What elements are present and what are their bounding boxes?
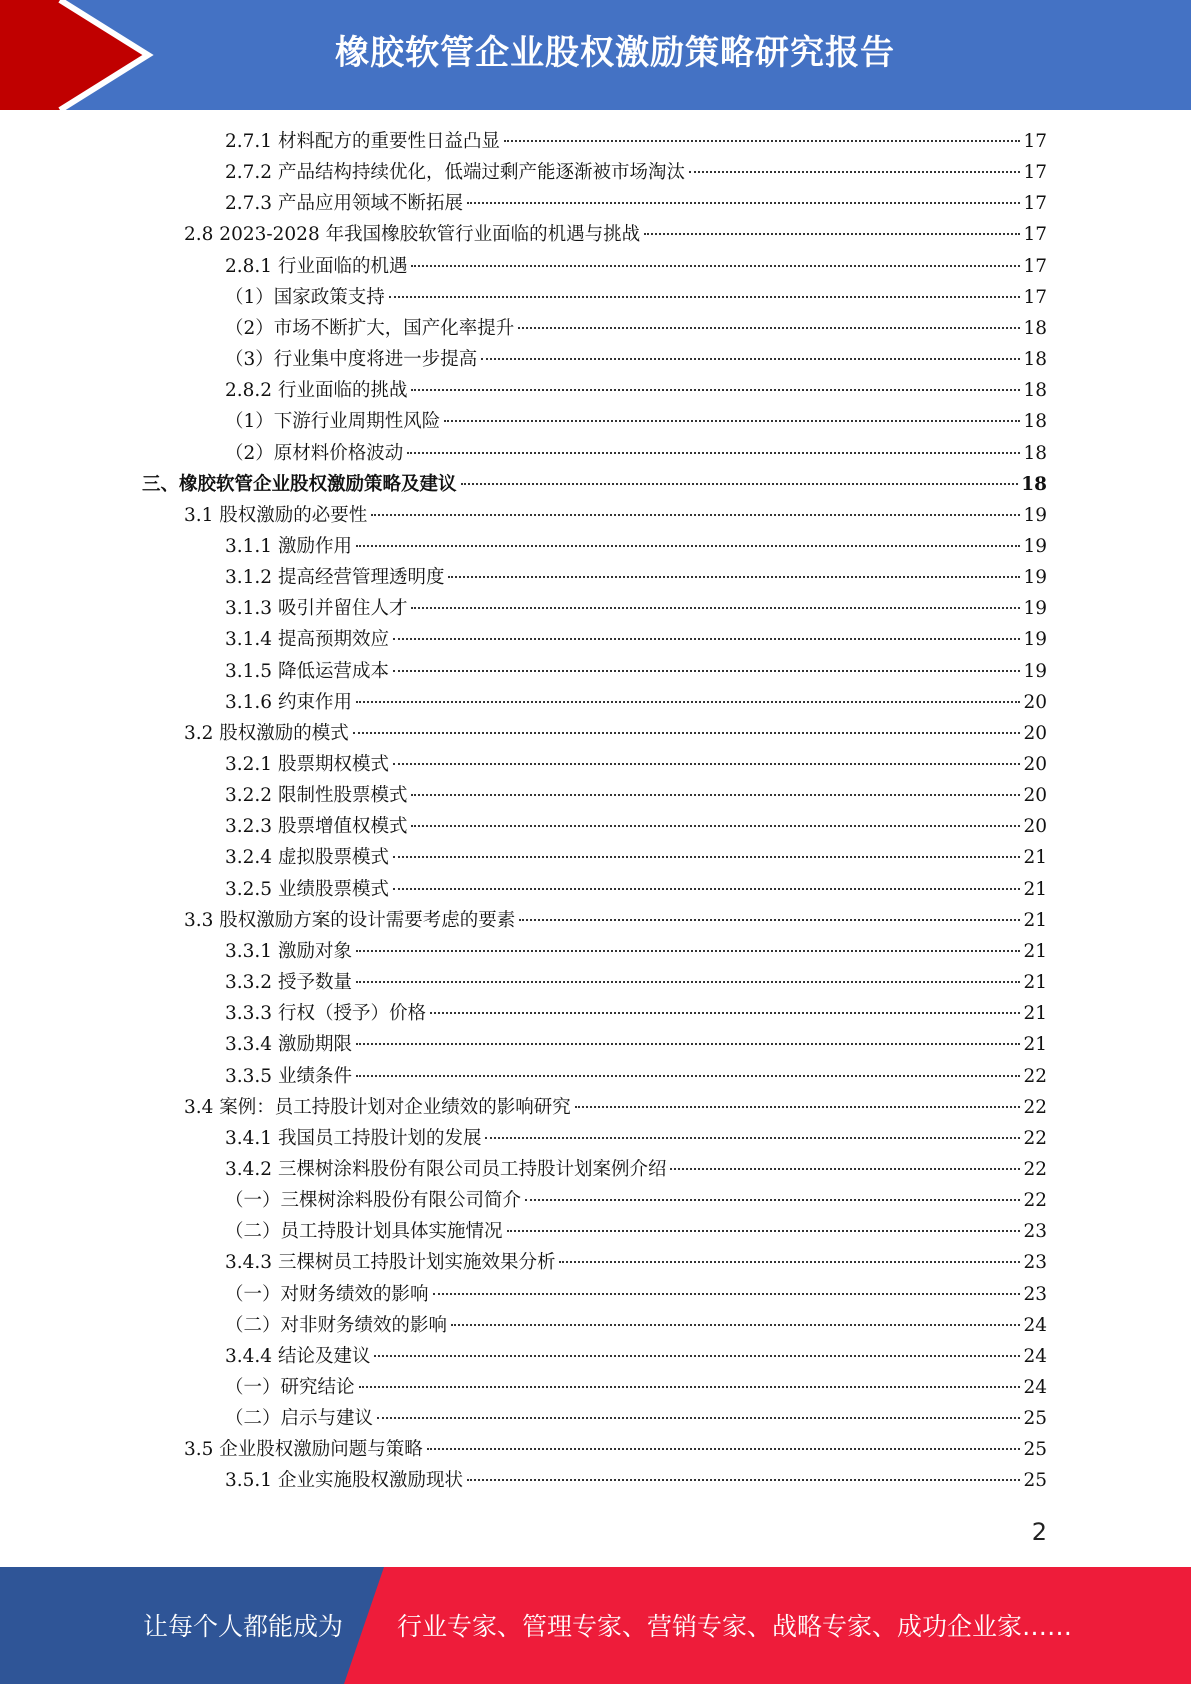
toc-entry[interactable]	[184, 905, 1047, 936]
toc-entry-label: 三、橡胶软管企业股权激励策略及建议	[142, 474, 457, 495]
toc-leader-dots	[504, 140, 1020, 142]
toc-leader-dots	[393, 763, 1020, 765]
toc-leader-dots	[374, 1355, 1020, 1357]
toc-entry-label: 3.2.2 限制性股票模式	[225, 785, 408, 806]
toc-leader-dots	[371, 514, 1020, 516]
toc-leader-dots	[519, 919, 1020, 921]
toc-leader-dots	[670, 1168, 1020, 1170]
toc-entry[interactable]	[184, 1434, 1047, 1465]
toc-entry-label: 3.4 案例：员工持股计划对企业绩效的影响研究	[184, 1097, 571, 1118]
toc-entry-label: 3.2.3 股票增值权模式	[225, 816, 408, 837]
toc-entry-page: 19	[1023, 505, 1047, 526]
toc-entry-page: 24	[1023, 1346, 1047, 1367]
toc-entry-label: 2.7.2 产品结构持续优化，低端过剩产能逐渐被市场淘汰	[225, 162, 685, 183]
toc-entry-label: （一）对财务绩效的影响	[225, 1284, 429, 1305]
toc-entry-label: 3.1.3 吸引并留住人才	[225, 598, 408, 619]
toc-leader-dots	[430, 1012, 1020, 1014]
toc-entry[interactable]	[225, 687, 1047, 718]
toc-leader-dots	[407, 452, 1020, 454]
toc-entry-page: 25	[1023, 1439, 1047, 1460]
toc-entry-page: 20	[1023, 723, 1047, 744]
toc-entry-label: 3.1.2 提高经营管理透明度	[225, 567, 445, 588]
toc-entry[interactable]	[225, 313, 1047, 344]
toc-entry[interactable]	[142, 469, 1047, 500]
toc-entry-page: 21	[1023, 1034, 1047, 1055]
toc-leader-dots	[451, 1324, 1020, 1326]
toc-entry-page: 21	[1023, 879, 1047, 900]
toc-entry-label: 3.1.5 降低运营成本	[225, 661, 389, 682]
toc-entry-label: （二）启示与建议	[225, 1408, 374, 1429]
toc-entry-page: 23	[1023, 1221, 1047, 1242]
toc-entry-page: 20	[1023, 816, 1047, 837]
toc-entry-label: 2.7.1 材料配方的重要性日益凸显	[225, 131, 500, 152]
page-header	[0, 0, 1191, 110]
toc-entry[interactable]	[225, 562, 1047, 593]
toc-entry[interactable]	[225, 126, 1047, 157]
toc-entry-page: 19	[1023, 536, 1047, 557]
toc-entry-page: 20	[1023, 754, 1047, 775]
toc-entry-page: 24	[1023, 1377, 1047, 1398]
toc-entry-label: 3.3.3 行权（授予）价格	[225, 1003, 426, 1024]
toc-entry-page: 17	[1023, 193, 1047, 214]
toc-entry-label: 3.4.4 结论及建议	[225, 1346, 371, 1367]
toc-leader-dots	[689, 171, 1020, 173]
toc-leader-dots	[444, 420, 1020, 422]
toc-entry-page: 18	[1021, 474, 1047, 495]
toc-leader-dots	[356, 1043, 1021, 1045]
toc-entry-page: 21	[1023, 972, 1047, 993]
toc-entry[interactable]	[225, 1154, 1047, 1185]
toc-entry-label: 3.5.1 企业实施股权激励现状	[225, 1470, 463, 1491]
toc-entry-label: （一）三棵树涂料股份有限公司简介	[225, 1190, 522, 1211]
toc-leader-dots	[507, 1230, 1021, 1232]
toc-entry-label: 3.1 股权激励的必要性	[184, 505, 368, 526]
toc-leader-dots	[575, 1106, 1021, 1108]
toc-entry[interactable]	[225, 1216, 1047, 1247]
toc-entry-page: 17	[1023, 131, 1047, 152]
toc-entry[interactable]	[225, 1372, 1047, 1403]
toc-entry-page: 19	[1023, 629, 1047, 650]
toc-entry-page: 23	[1023, 1252, 1047, 1273]
toc-entry-label: （2）原材料价格波动	[225, 443, 404, 464]
toc-entry[interactable]	[184, 219, 1047, 250]
toc-entry[interactable]	[225, 157, 1047, 188]
toc-leader-dots	[353, 732, 1021, 734]
toc-entry-label: 3.5 企业股权激励问题与策略	[184, 1439, 423, 1460]
toc-entry-label: 3.4.2 三棵树涂料股份有限公司员工持股计划案例介绍	[225, 1159, 667, 1180]
toc-leader-dots	[461, 483, 1019, 485]
toc-leader-dots	[448, 576, 1020, 578]
toc-leader-dots	[433, 1293, 1021, 1295]
toc-leader-dots	[411, 389, 1020, 391]
toc-entry[interactable]	[225, 1247, 1047, 1278]
toc-entry-page: 19	[1023, 661, 1047, 682]
toc-leader-dots	[467, 202, 1020, 204]
toc-entry-page: 21	[1023, 1003, 1047, 1024]
toc-leader-dots	[393, 888, 1020, 890]
toc-entry[interactable]	[225, 998, 1047, 1029]
toc-entry[interactable]	[225, 936, 1047, 967]
toc-leader-dots	[411, 607, 1020, 609]
toc-entry-label: 3.3.2 授予数量	[225, 972, 352, 993]
toc-entry-label: （2）市场不断扩大，国产化率提升	[225, 318, 515, 339]
toc-entry-page: 21	[1023, 910, 1047, 931]
toc-entry[interactable]	[225, 1185, 1047, 1216]
toc-entry-page: 22	[1023, 1159, 1047, 1180]
toc-entry-page: 22	[1023, 1190, 1047, 1211]
toc-entry[interactable]	[184, 1092, 1047, 1123]
toc-entry[interactable]	[225, 1123, 1047, 1154]
toc-entry[interactable]	[225, 811, 1047, 842]
toc-entry-label: （二）对非财务绩效的影响	[225, 1315, 448, 1336]
toc-leader-dots	[359, 1386, 1021, 1388]
toc-entry-label: 3.3.5 业绩条件	[225, 1066, 352, 1087]
toc-leader-dots	[393, 856, 1020, 858]
toc-entry-page: 18	[1023, 318, 1047, 339]
toc-entry-page: 20	[1023, 692, 1047, 713]
toc-entry[interactable]	[225, 1403, 1047, 1434]
toc-leader-dots	[356, 1075, 1021, 1077]
toc-entry-label: 3.3.4 激励期限	[225, 1034, 352, 1055]
toc-entry[interactable]	[225, 1341, 1047, 1372]
toc-entry-page: 18	[1023, 349, 1047, 370]
toc-entry[interactable]	[225, 780, 1047, 811]
toc-leader-dots	[389, 296, 1021, 298]
toc-entry-page: 23	[1023, 1284, 1047, 1305]
toc-entry[interactable]	[225, 656, 1047, 687]
toc-entry[interactable]	[225, 282, 1047, 313]
toc-entry-page: 22	[1023, 1128, 1047, 1149]
toc-entry[interactable]	[184, 500, 1047, 531]
toc-entry-page: 17	[1023, 287, 1047, 308]
toc-entry-page: 22	[1023, 1097, 1047, 1118]
toc-leader-dots	[485, 1137, 1020, 1139]
toc-entry[interactable]	[225, 344, 1047, 375]
toc-leader-dots	[467, 1479, 1020, 1481]
toc-leader-dots	[411, 265, 1020, 267]
toc-entry-label: 3.1.6 约束作用	[225, 692, 352, 713]
toc-leader-dots	[377, 1417, 1020, 1419]
footer-slogan-right: 行业专家、管理专家、营销专家、战略专家、成功企业家……	[397, 1612, 1073, 1641]
toc-entry[interactable]	[225, 438, 1047, 469]
toc-leader-dots	[356, 950, 1021, 952]
toc-entry[interactable]	[225, 624, 1047, 655]
toc-entry-page: 19	[1023, 567, 1047, 588]
toc-leader-dots	[644, 233, 1020, 235]
toc-entry[interactable]	[225, 593, 1047, 624]
toc-entry-label: （二）员工持股计划具体实施情况	[225, 1221, 503, 1242]
page-footer	[0, 1567, 1191, 1684]
toc-entry[interactable]	[225, 1029, 1047, 1060]
toc-entry-page: 17	[1023, 224, 1047, 245]
toc-entry-label: 3.2.1 股票期权模式	[225, 754, 389, 775]
toc-entry-label: （1）下游行业周期性风险	[225, 411, 441, 432]
toc-leader-dots	[525, 1199, 1020, 1201]
toc-entry-label: 2.7.3 产品应用领域不断拓展	[225, 193, 463, 214]
toc-leader-dots	[411, 794, 1020, 796]
toc-entry-label: 3.3.1 激励对象	[225, 941, 352, 962]
toc-entry-label: 2.8.1 行业面临的机遇	[225, 256, 408, 277]
toc-entry-page: 21	[1023, 941, 1047, 962]
toc-entry-label: 3.4.1 我国员工持股计划的发展	[225, 1128, 482, 1149]
toc-entry-page: 18	[1023, 443, 1047, 464]
footer-slogan-left: 让每个人都能成为	[143, 1612, 344, 1641]
toc-leader-dots	[518, 327, 1020, 329]
toc-entry-label: （1）国家政策支持	[225, 287, 385, 308]
toc-leader-dots	[481, 358, 1020, 360]
page-number: 2	[1031, 1518, 1047, 1546]
toc-entry[interactable]	[225, 1465, 1047, 1496]
toc-entry-page: 24	[1023, 1315, 1047, 1336]
toc-entry-page: 25	[1023, 1470, 1047, 1491]
toc-entry[interactable]	[225, 1310, 1047, 1341]
toc-entry-label: 3.4.3 三棵树员工持股计划实施效果分析	[225, 1252, 556, 1273]
toc-entry-page: 25	[1023, 1408, 1047, 1429]
toc-entry[interactable]	[225, 1279, 1047, 1310]
toc-entry[interactable]	[225, 967, 1047, 998]
report-title: 橡胶软管企业股权激励策略研究报告	[335, 33, 895, 73]
toc-entry-label: 3.2 股权激励的模式	[184, 723, 349, 744]
toc-entry-page: 20	[1023, 785, 1047, 806]
toc-entry-label: （一）研究结论	[225, 1377, 355, 1398]
toc-entry-label: 3.1.4 提高预期效应	[225, 629, 389, 650]
toc-entry-page: 22	[1023, 1066, 1047, 1087]
toc-entry[interactable]	[225, 251, 1047, 282]
toc-entry-label: 2.8.2 行业面临的挑战	[225, 380, 408, 401]
toc-leader-dots	[356, 545, 1021, 547]
toc-leader-dots	[427, 1448, 1021, 1450]
toc-entry-label: 3.2.4 虚拟股票模式	[225, 847, 389, 868]
toc-leader-dots	[559, 1261, 1020, 1263]
toc-entry-label: 2.8 2023-2028 年我国橡胶软管行业面临的机遇与挑战	[184, 224, 641, 245]
toc-leader-dots	[356, 981, 1021, 983]
toc-entry[interactable]	[225, 375, 1047, 406]
toc-entry-label: 3.2.5 业绩股票模式	[225, 879, 389, 900]
toc-entry-page: 17	[1023, 256, 1047, 277]
toc-entry-label: 3.3 股权激励方案的设计需要考虑的要素	[184, 910, 516, 931]
toc-entry-label: 3.1.1 激励作用	[225, 536, 352, 557]
toc-leader-dots	[356, 701, 1021, 703]
toc-entry-page: 18	[1023, 380, 1047, 401]
toc-entry[interactable]	[225, 188, 1047, 219]
toc-entry[interactable]	[184, 718, 1047, 749]
toc-entry[interactable]	[225, 531, 1047, 562]
toc-entry-page: 21	[1023, 847, 1047, 868]
toc-leader-dots	[393, 670, 1020, 672]
toc-entry[interactable]	[225, 1061, 1047, 1092]
toc-leader-dots	[393, 638, 1020, 640]
toc-entry[interactable]	[225, 874, 1047, 905]
toc-entry-page: 17	[1023, 162, 1047, 183]
toc-entry-page: 19	[1023, 598, 1047, 619]
toc-entry[interactable]	[225, 406, 1047, 437]
toc-entry[interactable]	[225, 749, 1047, 780]
toc-entry-label: （3）行业集中度将进一步提高	[225, 349, 478, 370]
toc-entry-page: 18	[1023, 411, 1047, 432]
toc-leader-dots	[411, 825, 1020, 827]
toc-entry[interactable]	[225, 842, 1047, 873]
